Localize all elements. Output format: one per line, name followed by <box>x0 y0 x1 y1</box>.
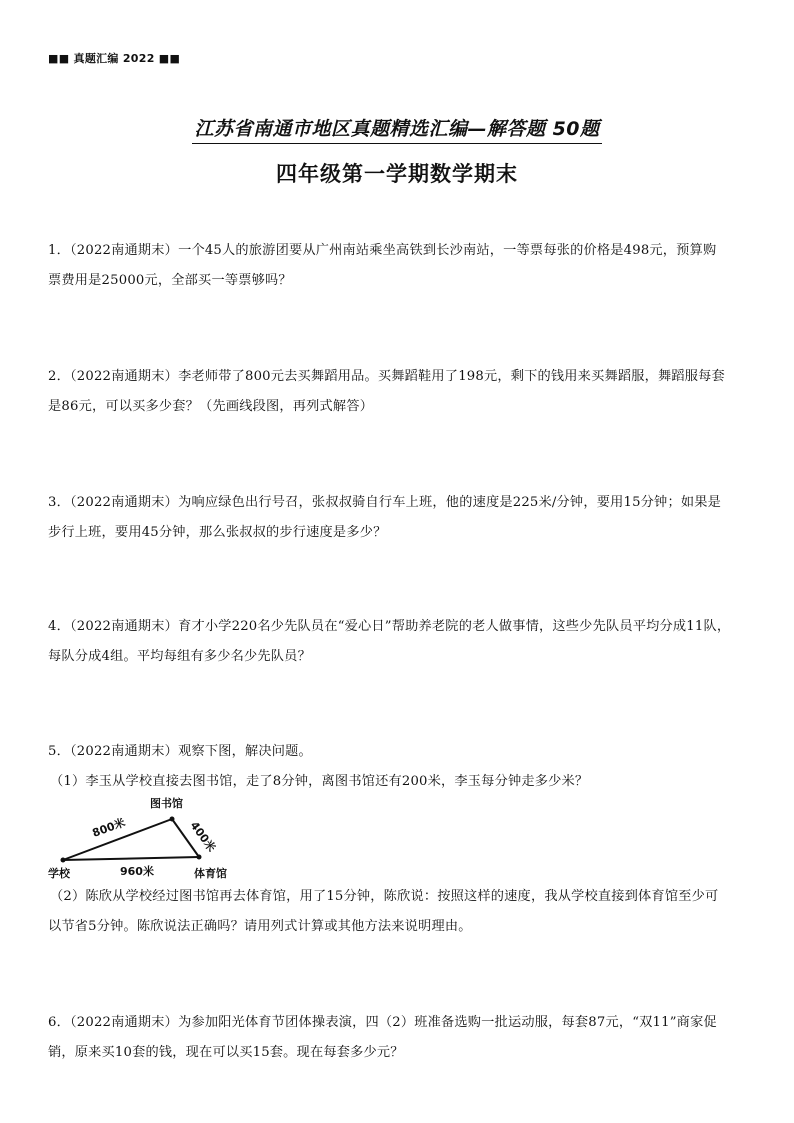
question-3-line-2: 步行上班，要用45分钟，那么张叔叔的步行速度是多少？ <box>48 525 387 540</box>
school-point <box>61 858 66 863</box>
question-5-intro: 5．（2022南通期末）观察下图，解决问题。 <box>48 744 312 759</box>
question-6-line-1: 6．（2022南通期末）为参加阳光体育节团体操表演，四（2）班准备选购一批运动服，每套87元，“双11”商家促 <box>48 1015 717 1030</box>
question-4 <box>48 612 754 672</box>
question-1-line-2: 票费用是25000元，全部买一等票够吗？ <box>48 273 292 288</box>
library-label: 图书馆 <box>150 797 183 810</box>
question-2 <box>48 362 754 422</box>
question-5-part-1: （1）李玉从学校直接去图书馆，走了8分钟，离图书馆还有200米，李玉每分钟走多少米？ <box>50 774 589 789</box>
question-5-part-2-line-2: 以节省5分钟。陈欣说法正确吗？请用列式计算或其他方法来说明理由。 <box>48 919 472 934</box>
document-title: 江苏省南通市地区真题精选汇编—解答题 50题 <box>192 114 601 144</box>
question-4-line-1: 4．（2022南通期末）育才小学220名少先队员在“爱心日”帮助养老院的老人做事情，这些少先队员平均分成11队， <box>48 619 731 634</box>
question-2-line-1: 2．（2022南通期末）李老师带了800元去买舞蹈用品。买舞蹈鞋用了198元，剩下的钱用来买舞蹈服，舞蹈服每套 <box>48 369 725 384</box>
school-label: 学校 <box>48 867 70 880</box>
question-6 <box>48 1008 754 1068</box>
gym-point <box>197 855 202 860</box>
question-2-line-2: 是86元，可以买多少套？（先画线段图，再列式解答） <box>48 399 374 414</box>
school-gym-distance: 960米 <box>120 865 154 878</box>
question-3-line-1: 3．（2022南通期末）为响应绿色出行号召，张叔叔骑自行车上班，他的速度是225米/分钟，要用15分钟；如果是 <box>48 495 721 510</box>
question-5-part-2-line-1: （2）陈欣从学校经过图书馆再去体育馆，用了15分钟，陈欣说：按照这样的速度，我从学校直接到体育馆至少可 <box>50 889 719 904</box>
question-4-line-2: 每队分成4组。平均每组有多少名少先队员？ <box>48 649 311 664</box>
question-1 <box>48 236 754 296</box>
question-1-line-1: 1．（2022南通期末）一个45人的旅游团要从广州南站乘坐高铁到长沙南站，一等票每张的价格是498元，预算购 <box>48 243 717 258</box>
library-gym-distance: 400米 <box>187 819 219 855</box>
route-triangle-diagram <box>44 793 249 883</box>
page-header: ■■ 真题汇编 2022 ■■ <box>48 52 181 65</box>
document-title-wrap <box>0 114 794 144</box>
question-3 <box>48 488 754 548</box>
question-5-part-2 <box>48 882 754 942</box>
edge-school-gym <box>63 857 199 860</box>
library-point <box>170 817 175 822</box>
question-5 <box>48 737 754 797</box>
gym-label: 体育馆 <box>194 867 227 880</box>
document-subtitle: 四年级第一学期数学期末 <box>276 161 518 186</box>
school-library-distance: 800米 <box>90 815 127 840</box>
question-6-line-2: 销，原来买10套的钱，现在可以买15套。现在每套多少元？ <box>48 1045 404 1060</box>
